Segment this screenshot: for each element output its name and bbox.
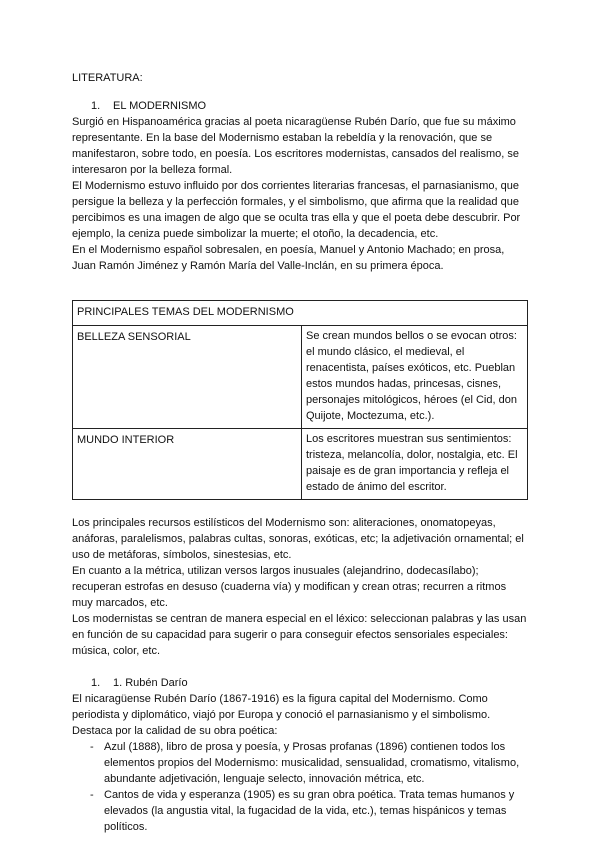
paragraph: Destaca por la calidad de su obra poética:: [72, 725, 278, 737]
bullet-marker: -: [90, 789, 94, 801]
section-heading-modernismo: [72, 98, 528, 114]
paragraph: El Modernismo estuvo influido por dos corrientes literarias francesas, el parnasianismo, que persigue la belleza y la perfección formales, y el simbolismo, que afirma que la realidad que percibimos es una imagen de algo que se oculta tras ella y que el poeta debe descubrir. Por ejemplo, la ceniza puede simbolizar la muerte; el otoño, la decadencia, etc.: [72, 180, 521, 240]
table-row: [73, 326, 528, 429]
list-item-text: Azul (1888), libro de prosa y poesía, y Prosas profanas (1896) contienen todos los elementos propios del Modernismo: musicalidad, sensualidad, cromatismo, vitalismo, abundante adjetivación, lenguaje selecto, innovación métrica, etc.: [104, 741, 520, 785]
section-number: 1.: [91, 100, 101, 112]
section-number: 1.: [91, 677, 101, 689]
list-item-text: Cantos de vida y esperanza (1905) es su gran obra poética. Trata temas humanos y elevados (la angustia vital, la fugacidad de la vida, etc.), temas hispánicos y temas políticos.: [104, 789, 515, 833]
paragraph: Los modernistas se centran de manera especial en el léxico: seleccionan palabras y las usan en función de su capacidad para sugerir o para conseguir efectos sensoriales especiales: música, color, etc.: [72, 613, 527, 657]
paragraph: Los principales recursos estilísticos del Modernismo son: aliteraciones, onomatopeyas, anáforas, paralelismos, palabras cultas, sonoras, exóticas, etc; la adjetivación ornamental; el uso de metáforas, símbolos, sinestesias, etc.: [72, 517, 524, 561]
table-cell-theme: BELLEZA SENSORIAL: [73, 326, 302, 429]
paragraph: El nicaragüense Rubén Darío (1867-1916) es la figura capital del Modernismo. Como periodista y diplomático, viajó por Europa y conoció el parnasianismo y el simbolismo.: [72, 693, 491, 721]
paragraph: En el Modernismo español sobresalen, en poesía, Manuel y Antonio Machado; en prosa, Juan Ramón Jiménez y Ramón María del Valle-Inclán, en su primera época.: [72, 244, 505, 272]
paragraph: Surgió en Hispanoamérica gracias al poeta nicaragüense Rubén Darío, que fue su máximo representante. En la base del Modernismo estaban la rebeldía y la renovación, que se manifestaron, sobre todo, en poesía. Los escritores modernistas, cansados del realismo, se interesaron por la belleza formal.: [72, 116, 519, 176]
table-header: PRINCIPALES TEMAS DEL MODERNISMO: [73, 301, 528, 326]
document-page: [72, 70, 528, 835]
list-item: [72, 739, 528, 787]
section-title: EL MODERNISMO: [113, 100, 207, 112]
section-heading-ruben-dario: [72, 675, 528, 691]
document-title: LITERATURA:: [72, 72, 143, 84]
table-cell-description: Los escritores muestran sus sentimientos: tristeza, melancolía, dolor, nostalgia, etc. El paisaje es de gran importancia y refleja el estado de ánimo del escritor.: [302, 429, 528, 500]
table-cell-description: Se crean mundos bellos o se evocan otros: el mundo clásico, el medieval, el renacentista, países exóticos, etc. Pueblan estos mundos hadas, princesas, cisnes, personajes mitológicos, héroes (el Cid, don Quijote, Moctezuma, etc.).: [302, 326, 528, 429]
list-item: [72, 787, 528, 835]
paragraph: En cuanto a la métrica, utilizan versos largos inusuales (alejandrino, dodecasílabo); recuperan estrofas en desuso (cuaderna vía) y modifican y crean otras; recurren a ritmos muy marcados, etc.: [72, 565, 507, 609]
themes-table: [72, 300, 528, 500]
table-row: [73, 429, 528, 500]
bullet-marker: -: [90, 741, 94, 753]
table-cell-theme: MUNDO INTERIOR: [73, 429, 302, 500]
works-list: [72, 739, 528, 835]
section-title: 1. Rubén Darío: [113, 677, 188, 689]
